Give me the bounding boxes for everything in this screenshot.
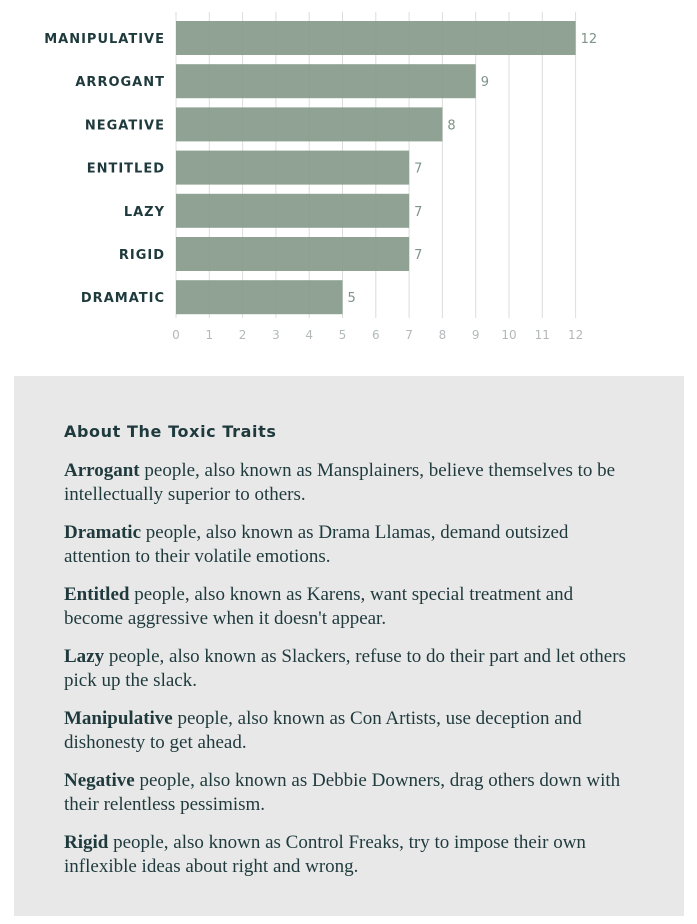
trait-description-lazy xyxy=(64,645,634,693)
value-label: 9 xyxy=(480,75,489,91)
tick-label: 3 xyxy=(272,328,280,342)
bar-chart xyxy=(0,0,697,360)
bar-arrogant xyxy=(176,64,476,98)
value-label: 7 xyxy=(414,204,423,220)
tick-label: 1 xyxy=(205,328,214,342)
category-label: ARROGANT xyxy=(75,75,165,91)
category-label: RIGID xyxy=(118,248,165,263)
trait-name: Lazy xyxy=(64,646,105,667)
tick-label: 5 xyxy=(338,328,347,342)
trait-text: people, also known as Con Artists, use deception and dishonesty to get ahead. xyxy=(64,708,582,753)
trait-description-manipulative xyxy=(64,707,634,755)
trait-description-negative xyxy=(64,769,634,817)
tick-label: 10 xyxy=(501,328,517,342)
value-label: 8 xyxy=(447,118,456,134)
about-panel xyxy=(14,376,684,916)
trait-text: people, also known as Karens, want special treatment and become aggressive when it doesn't appear. xyxy=(64,584,574,629)
trait-name: Negative xyxy=(64,770,135,791)
tick-label: 4 xyxy=(305,328,314,342)
category-label: NEGATIVE xyxy=(84,118,165,134)
bar-dramatic xyxy=(176,280,343,314)
trait-text: people, also known as Drama Llamas, demand outsized attention to their volatile emotions. xyxy=(64,522,569,567)
value-label: 5 xyxy=(347,291,356,307)
bar-lazy xyxy=(176,194,409,228)
trait-description-dramatic xyxy=(64,521,634,569)
bar-manipulative xyxy=(176,21,576,55)
tick-label: 2 xyxy=(238,328,247,342)
trait-description-rigid xyxy=(64,831,634,879)
tick-label: 9 xyxy=(471,328,480,342)
trait-name: Dramatic xyxy=(64,522,142,543)
tick-label: 7 xyxy=(405,328,413,342)
trait-name: Rigid xyxy=(64,832,109,853)
trait-description-entitled xyxy=(64,583,634,631)
category-label: DRAMATIC xyxy=(80,291,165,307)
value-label: 7 xyxy=(414,248,423,263)
tick-label: 11 xyxy=(534,328,550,342)
category-label: ENTITLED xyxy=(86,161,165,177)
trait-text: people, also known as Debbie Downers, drag others down with their relentless pessimism. xyxy=(64,770,621,815)
tick-label: 6 xyxy=(371,328,380,342)
trait-name: Entitled xyxy=(64,584,130,605)
bar-rigid xyxy=(176,237,409,271)
value-label: 12 xyxy=(580,32,598,47)
trait-text: people, also known as Mansplainers, believe themselves to be intellectually superior to others. xyxy=(64,460,616,505)
value-label: 7 xyxy=(414,161,423,177)
trait-name: Manipulative xyxy=(64,708,173,729)
trait-text: people, also known as Slackers, refuse to do their part and let others pick up the slack. xyxy=(64,646,626,691)
tick-label: 0 xyxy=(172,328,180,342)
about-title: About The Toxic Traits xyxy=(64,422,277,441)
trait-description-arrogant xyxy=(64,459,634,507)
bar-entitled xyxy=(176,151,409,185)
bar-chart-svg xyxy=(0,0,697,360)
category-label: LAZY xyxy=(123,204,165,220)
tick-label: 8 xyxy=(438,328,447,342)
trait-name: Arrogant xyxy=(64,460,140,481)
trait-text: people, also known as Control Freaks, try to impose their own inflexible ideas about right and wrong. xyxy=(64,832,586,877)
tick-label: 12 xyxy=(567,328,584,342)
bar-negative xyxy=(176,107,442,141)
category-label: MANIPULATIVE xyxy=(44,32,165,47)
